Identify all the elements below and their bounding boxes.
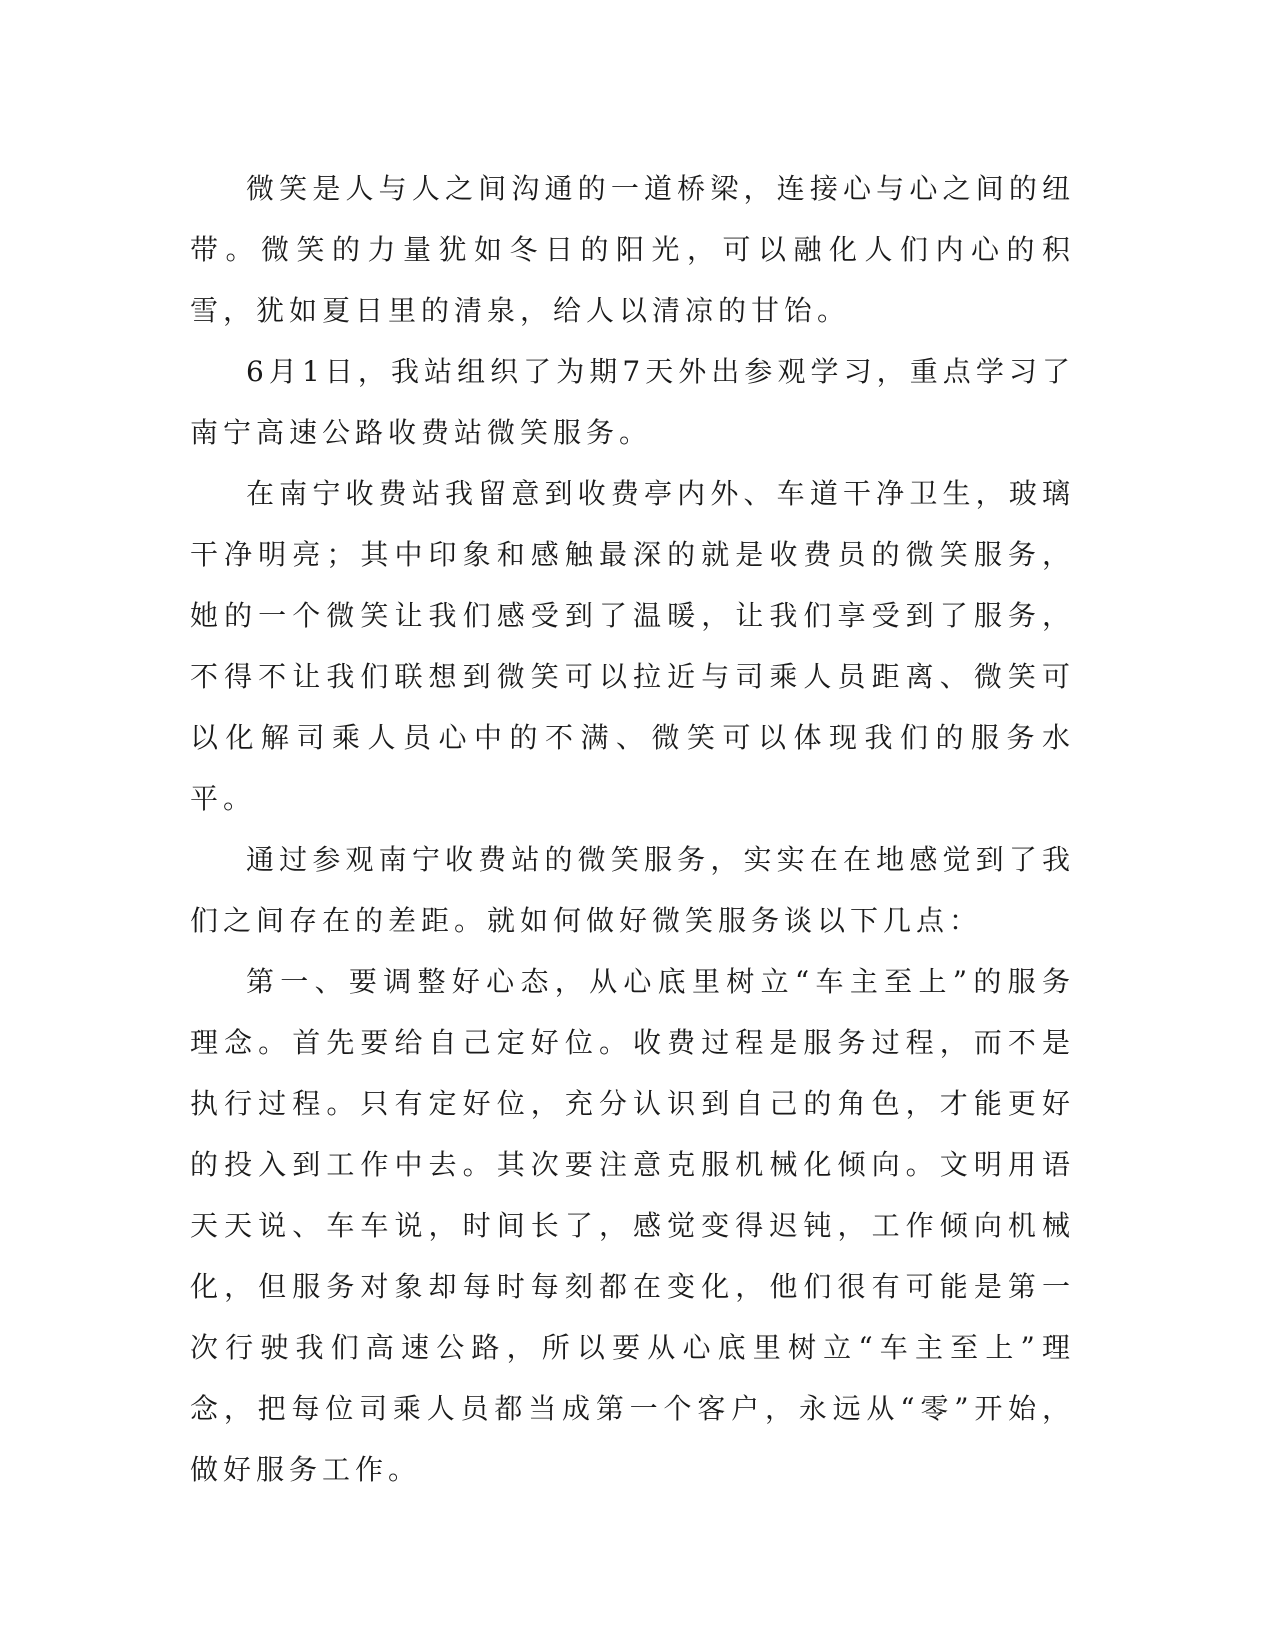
paragraph-study-trip: 6月1日，我站组织了为期7天外出参观学习，重点学习了南宁高速公路收费站微笑服务。 bbox=[190, 355, 1075, 449]
paragraph-nanning-observation: 在南宁收费站我留意到收费亭内外、车道干净卫生，玻璃干净明亮；其中印象和感触最深的就是收费员的微笑服务，她的一个微笑让我们感受到了温暖，让我们享受到了服务，不得不让我们联想到微笑可以拉近与司乘人员距离、微笑可以化解司乘人员心中的不满、微笑可以体现我们的服务水平。 bbox=[190, 477, 1075, 815]
paragraph-first-point: 第一、要调整好心态，从心底里树立“车主至上”的服务理念。首先要给自己定好位。收费过程是服务过程，而不是执行过程。只有定好位，充分认识到自己的角色，才能更好的投入到工作中去。其次要注意克服机械化倾向。文明用语天天说、车车说，时间长了，感觉变得迟钝，工作倾向机械化，但服务对象却每时每刻都在变化，他们很有可能是第一次行驶我们高速公路，所以要从心底里树立“车主至上”理念，把每位司乘人员都当成第一个客户，永远从“零”开始，做好服务工作。 bbox=[190, 965, 1075, 1486]
paragraph-gap-intro: 通过参观南宁收费站的微笑服务，实实在在地感觉到了我们之间存在的差距。就如何做好微笑服务谈以下几点： bbox=[190, 843, 1075, 937]
document-body bbox=[190, 158, 1075, 1500]
paragraph-smile-bridge: 微笑是人与人之间沟通的一道桥梁，连接心与心之间的纽带。微笑的力量犹如冬日的阳光，可以融化人们内心的积雪，犹如夏日里的清泉，给人以清凉的甘饴。 bbox=[190, 172, 1075, 327]
